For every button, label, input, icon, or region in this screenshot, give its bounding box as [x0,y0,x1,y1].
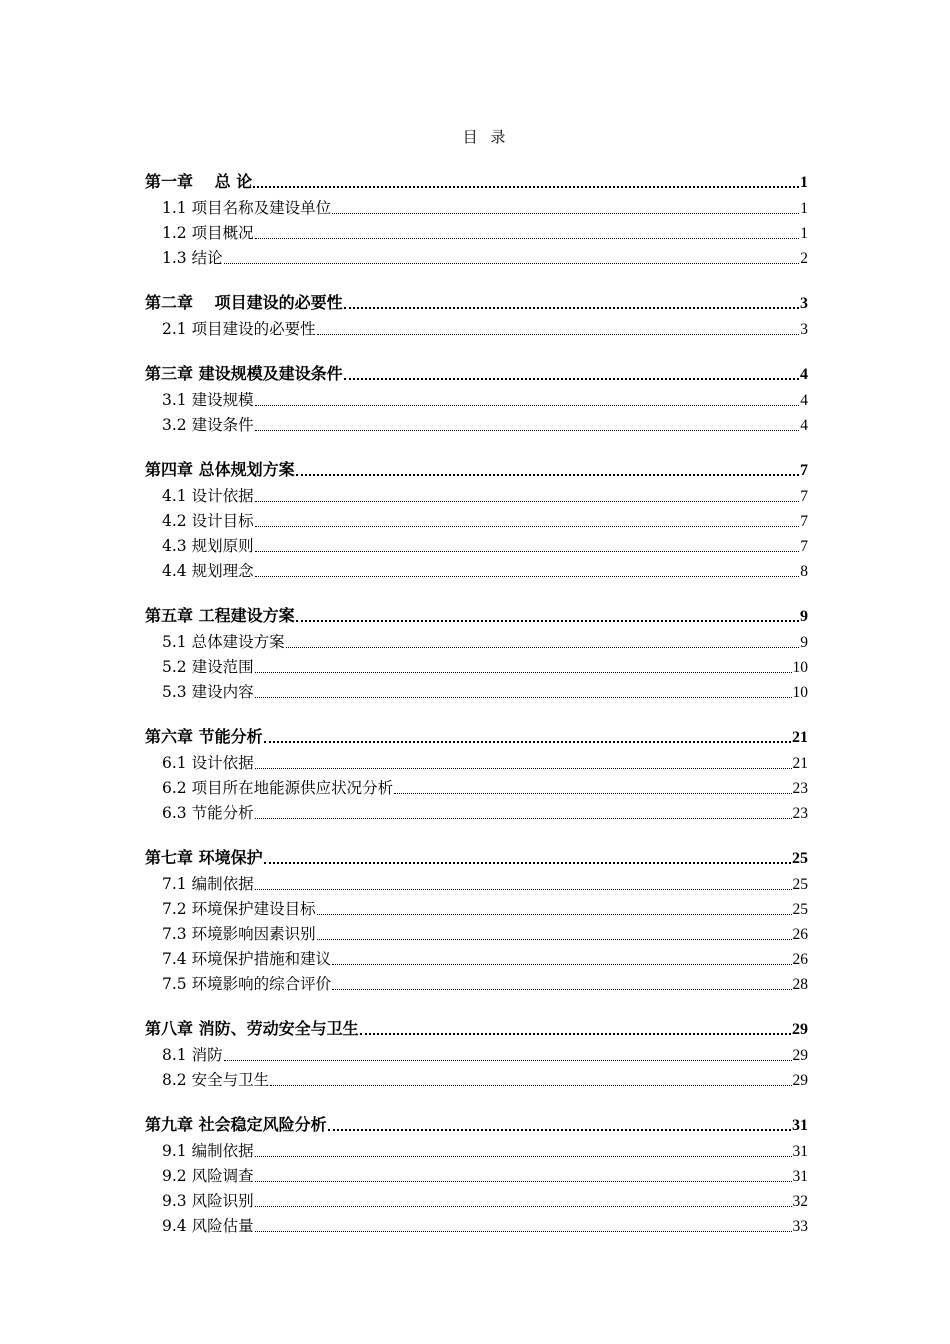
toc-section-label: 7.4 环境保护措施和建议 [162,950,332,968]
toc-chapter-page-number: 1 [800,174,808,191]
toc-chapter-page-number: 29 [792,1021,808,1038]
toc-section-page-number: 26 [792,951,808,968]
toc-dot-leader [224,1060,792,1061]
toc-section-page-number: 31 [792,1168,808,1185]
toc-section-label: 4.2 设计目标 [162,512,254,530]
toc-section-label: 7.3 环境影响因素识别 [162,925,316,943]
toc-dot-leader [332,989,791,990]
toc-section-entry[interactable] [145,410,808,435]
toc-section-page-number: 1 [800,200,808,217]
toc-dot-leader [255,430,800,431]
toc-section-label: 5.2 建设范围 [162,658,254,676]
toc-dot-leader [255,576,800,577]
toc-section-label: 6.2 项目所在地能源供应状况分析 [162,779,394,797]
toc-dot-leader [317,914,792,915]
toc-chapter-label: 第八章 消防、劳动安全与卫生 [145,1019,359,1038]
toc-chapter-entry[interactable] [145,711,808,747]
toc-section-page-number: 8 [800,563,808,580]
toc-section-label: 5.1 总体建设方案 [162,633,285,651]
toc-section-label: 5.3 建设内容 [162,683,254,701]
toc-section-page-number: 23 [792,805,808,822]
toc-section-label: 7.2 环境保护建设目标 [162,900,316,918]
toc-section-label: 9.4 风险估量 [162,1217,254,1235]
toc-section-page-number: 10 [792,659,808,676]
toc-section-label: 6.1 设计依据 [162,754,254,772]
toc-section-entry[interactable] [145,1040,808,1065]
toc-chapter-page-number: 3 [800,295,808,312]
toc-section-entry[interactable] [145,944,808,969]
toc-section-label: 6.3 节能分析 [162,804,254,822]
toc-section-entry[interactable] [145,798,808,823]
toc-dot-leader [360,1033,791,1035]
toc-chapter-entry[interactable] [145,348,808,384]
toc-chapter-page-number: 7 [800,462,808,479]
toc-section-label: 3.2 建设条件 [162,416,254,434]
toc-dot-leader [255,697,792,698]
toc-chapter-label: 第四章 总体规划方案 [145,460,295,479]
toc-chapter-label: 第三章 建设规模及建设条件 [145,364,343,383]
toc-section-page-number: 7 [800,513,808,530]
toc-section-page-number: 26 [792,926,808,943]
toc-dot-leader [253,186,799,188]
toc-section-label: 4.1 设计依据 [162,487,254,505]
toc-section-label: 1.2 项目概况 [162,224,254,242]
toc-chapter-page-number: 21 [792,729,808,746]
toc-section-entry[interactable] [145,969,808,994]
toc-dot-leader [255,1231,792,1232]
toc-dot-leader [328,1129,791,1131]
toc-section-entry[interactable] [145,506,808,531]
toc-section-entry[interactable] [145,773,808,798]
toc-dot-leader [317,334,800,335]
toc-section-label: 8.1 消防 [162,1046,223,1064]
toc-section-page-number: 25 [792,876,808,893]
toc-dot-leader [255,672,792,673]
toc-section-label: 9.2 风险调查 [162,1167,254,1185]
toc-section-label: 8.2 安全与卫生 [162,1071,270,1089]
toc-section-entry[interactable] [145,1211,808,1236]
toc-chapter-entry[interactable] [145,444,808,480]
toc-dot-leader [296,474,799,476]
toc-section-entry[interactable] [145,748,808,773]
toc-section-entry[interactable] [145,481,808,506]
toc-section-entry[interactable] [145,218,808,243]
toc-section-entry[interactable] [145,1136,808,1161]
toc-section-label: 9.1 编制依据 [162,1142,254,1160]
toc-dot-leader [255,1156,792,1157]
toc-chapter-label: 第九章 社会稳定风险分析 [145,1115,327,1134]
toc-chapter-label: 第二章 项目建设的必要性 [145,293,343,312]
toc-section-page-number: 9 [800,634,808,651]
table-of-contents [145,156,808,1236]
toc-section-entry[interactable] [145,556,808,581]
toc-chapter-label: 第一章 总 论 [145,172,253,191]
toc-section-page-number: 3 [800,321,808,338]
toc-section-entry[interactable] [145,385,808,410]
toc-section-entry[interactable] [145,869,808,894]
toc-chapter-label: 第五章 工程建设方案 [145,606,295,625]
toc-dot-leader [255,818,792,819]
toc-section-entry[interactable] [145,677,808,702]
toc-dot-leader [255,238,800,239]
toc-section-label: 7.5 环境影响的综合评价 [162,975,332,993]
toc-section-page-number: 1 [800,225,808,242]
toc-section-entry[interactable] [145,627,808,652]
toc-dot-leader [332,964,791,965]
toc-section-entry[interactable] [145,1065,808,1090]
toc-dot-leader [255,526,800,527]
toc-dot-leader [344,378,799,380]
toc-section-page-number: 23 [792,780,808,797]
toc-dot-leader [317,939,792,940]
toc-section-page-number: 28 [792,976,808,993]
toc-section-page-number: 33 [792,1218,808,1235]
toc-section-label: 2.1 项目建设的必要性 [162,320,316,338]
toc-section-entry[interactable] [145,894,808,919]
toc-chapter-page-number: 31 [792,1117,808,1134]
toc-section-page-number: 4 [800,417,808,434]
toc-chapter-entry[interactable] [145,832,808,868]
toc-dot-leader [296,620,799,622]
toc-dot-leader [286,647,800,648]
toc-dot-leader [255,1206,792,1207]
toc-section-label: 7.1 编制依据 [162,875,254,893]
toc-chapter-entry[interactable] [145,590,808,626]
toc-chapter-label: 第六章 节能分析 [145,727,263,746]
toc-section-page-number: 29 [792,1047,808,1064]
toc-chapter-entry[interactable] [145,277,808,313]
toc-section-entry[interactable] [145,243,808,268]
toc-section-entry[interactable] [145,314,808,339]
toc-dot-leader [255,1181,792,1182]
toc-chapter-entry[interactable] [145,1003,808,1039]
toc-chapter-page-number: 25 [792,850,808,867]
toc-section-label: 4.3 规划原则 [162,537,254,555]
toc-section-entry[interactable] [145,1161,808,1186]
toc-dot-leader [332,213,799,214]
toc-dot-leader [344,307,799,309]
toc-section-page-number: 32 [792,1193,808,1210]
toc-dot-leader [270,1085,791,1086]
toc-chapter-entry[interactable] [145,1099,808,1135]
toc-dot-leader [264,862,791,864]
toc-dot-leader [255,405,800,406]
toc-section-label: 9.3 风险识别 [162,1192,254,1210]
toc-dot-leader [255,768,792,769]
toc-section-entry[interactable] [145,1186,808,1211]
toc-dot-leader [255,889,792,890]
toc-section-label: 1.1 项目名称及建设单位 [162,199,332,217]
toc-section-page-number: 7 [800,488,808,505]
toc-section-entry[interactable] [145,652,808,677]
toc-dot-leader [394,793,791,794]
toc-section-page-number: 2 [800,250,808,267]
toc-dot-leader [255,551,800,552]
toc-section-label: 4.4 规划理念 [162,562,254,580]
toc-section-page-number: 31 [792,1143,808,1160]
toc-section-page-number: 21 [792,755,808,772]
toc-section-page-number: 4 [800,392,808,409]
toc-section-entry[interactable] [145,193,808,218]
toc-section-entry[interactable] [145,531,808,556]
toc-section-page-number: 10 [792,684,808,701]
toc-chapter-entry[interactable] [145,156,808,192]
toc-dot-leader [255,501,800,502]
toc-section-label: 3.1 建设规模 [162,391,254,409]
toc-title: 目 录 [462,128,510,146]
toc-dot-leader [264,741,791,743]
toc-section-page-number: 29 [792,1072,808,1089]
toc-section-entry[interactable] [145,919,808,944]
toc-chapter-label: 第七章 环境保护 [145,848,263,867]
toc-section-page-number: 25 [792,901,808,918]
toc-section-label: 1.3 结论 [162,249,223,267]
toc-chapter-page-number: 4 [800,366,808,383]
toc-section-page-number: 7 [800,538,808,555]
toc-chapter-page-number: 9 [800,608,808,625]
toc-dot-leader [224,263,800,264]
